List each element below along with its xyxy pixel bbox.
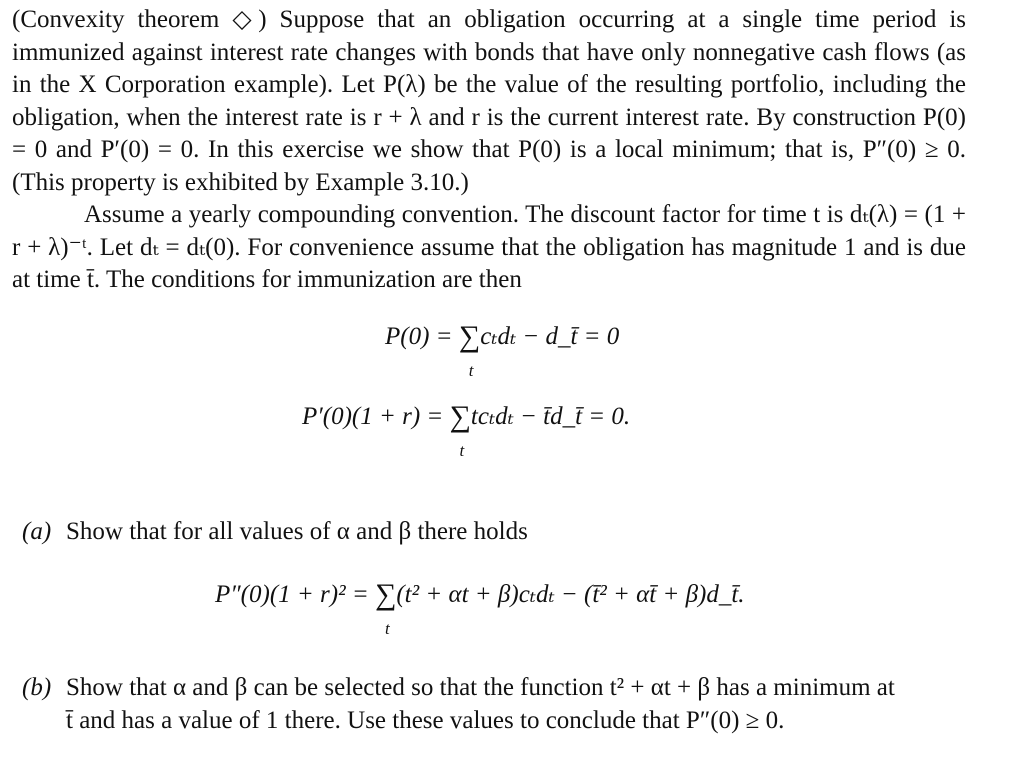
eq3-rhs: (t² + αt + β)cₜdₜ − (t̄² + αt̄ + β)d_t̄. [396, 581, 745, 608]
summation-sign: ∑ t [375, 580, 396, 610]
sum-index: t [459, 441, 465, 460]
eq1-rhs: cₜdₜ − d_t̄ = 0 [480, 323, 620, 350]
part-b-label: (b) [22, 674, 52, 701]
part-b [22, 672, 966, 737]
paragraph1-prefix: (Convexity theorem ◇) Suppose that an obligation occurring at a single time period is immunized against interest rate changes with bonds that have only nonnegative cash flows (as in the X Corporation example). Let [12, 6, 966, 98]
eq2-lhs: P′(0)(1 + r) = [302, 403, 450, 430]
summation-sign: ∑ t [459, 322, 480, 352]
part-a-label: (a) [22, 518, 52, 545]
paragraph-convexity-theorem [12, 4, 966, 199]
part-a [22, 516, 966, 549]
equation-p-double-prime [215, 578, 745, 638]
part-b-line2: t̄ and has a value of 1 there. Use these values to conclude that P″(0) ≥ 0. [66, 706, 785, 734]
part-a-text: Show that for all values of α and β there holds [66, 518, 528, 545]
sum-index: t [468, 361, 474, 380]
paragraph-discount-factor: Assume a yearly compounding convention. The discount factor for time t is dₜ(λ) = (1 + r + λ)⁻ᵗ. Let dₜ = dₜ(0). For convenience assume that the obligation has magnitude 1 and is due at time t̄. The conditions for immunization are then [12, 201, 966, 293]
eq3-lhs: P″(0)(1 + r)² = [215, 581, 375, 608]
sum-index: t [384, 619, 390, 638]
eq1-lhs: P(0) = [385, 323, 459, 350]
paragraph1-text: P(λ) be the value of the resulting portfolio, including the obligation, when the interest rate is r + λ and r is the current interest rate. By construction P(0) = 0 and P′(0) = 0. In this exercise we show that P(0) is a local minimum; that is, P″(0) ≥ 0. (This property is exhibited by Example 3.10.) [12, 71, 966, 196]
summation-sign: ∑ t [450, 402, 471, 432]
equation-p-prime [302, 400, 631, 460]
part-b-line1: Show that α and β can be selected so that the function t² + αt + β has a minimum at [66, 674, 895, 701]
equation-p0 [385, 320, 620, 380]
eq2-rhs: tcₜdₜ − t̄d_t̄ = 0. [470, 403, 631, 430]
